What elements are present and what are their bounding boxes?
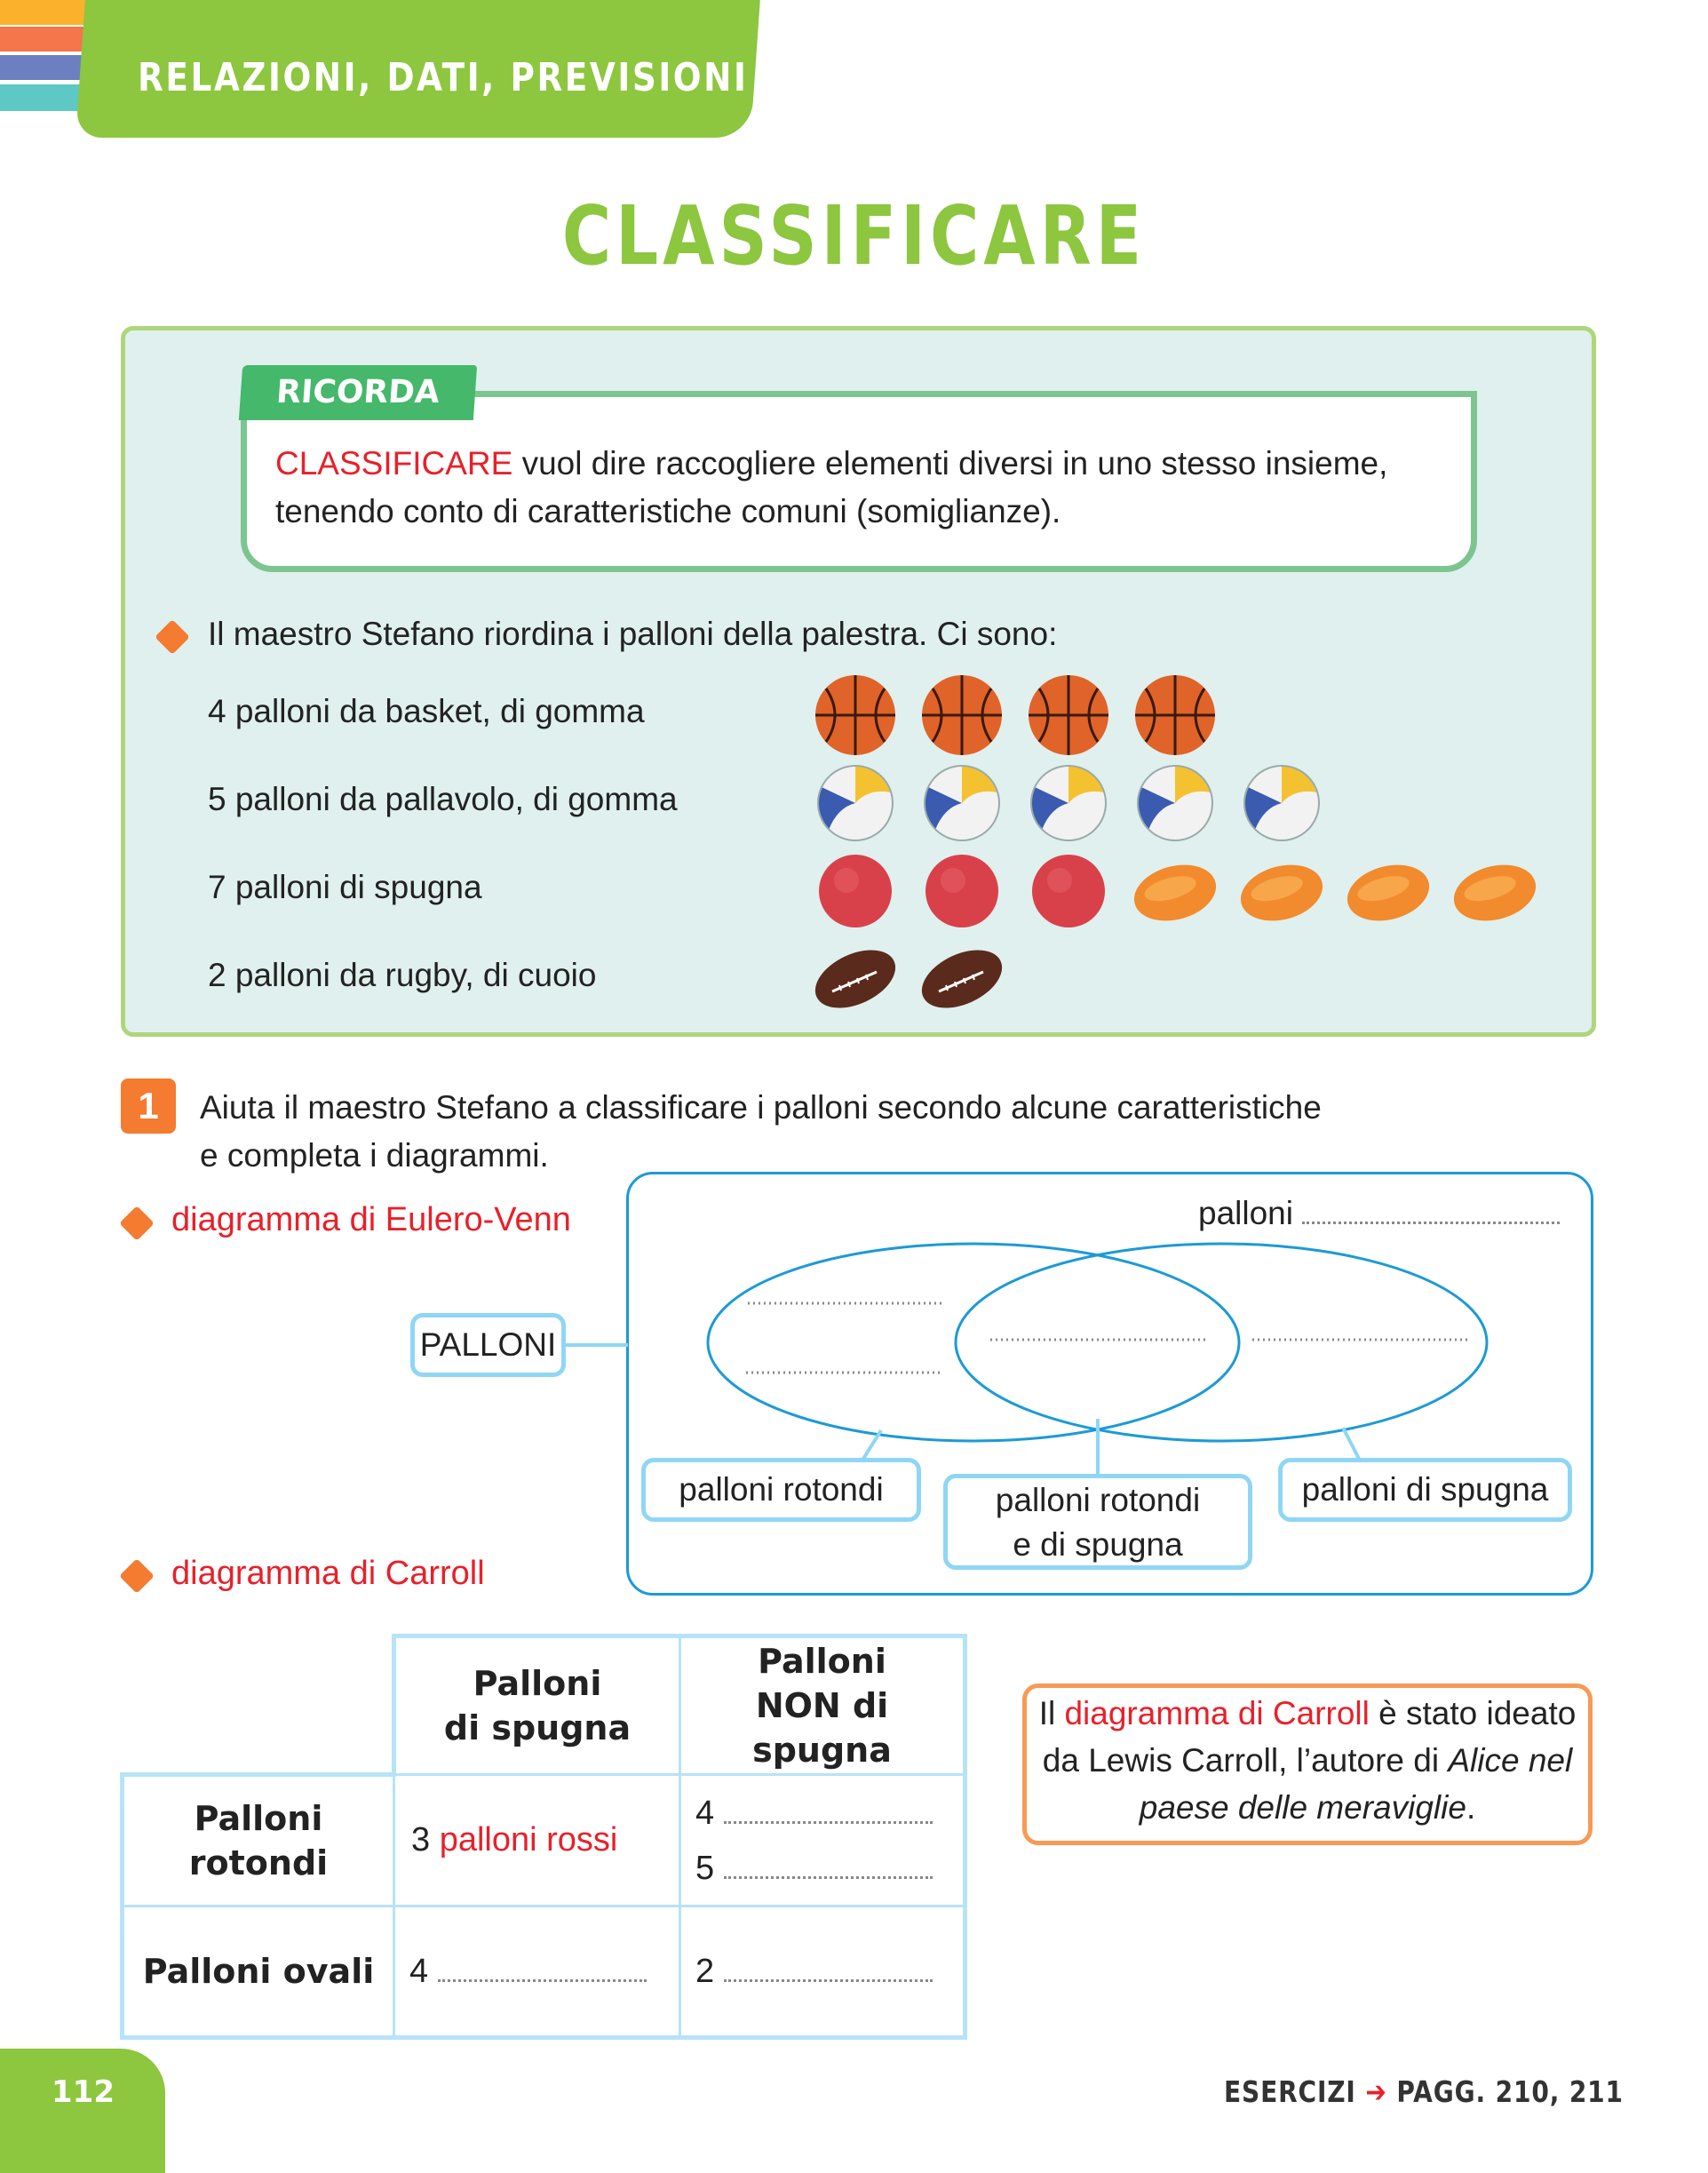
header-line: di spugna	[443, 1708, 632, 1747]
label-palloni-rotondi: palloni rotondi	[641, 1458, 921, 1522]
header-line: Palloni	[758, 1642, 886, 1681]
label-line: palloni rotondi	[995, 1482, 1201, 1518]
row-header: Palloni ovali	[123, 1906, 394, 2038]
empty-cell	[123, 1636, 394, 1775]
col-header	[394, 1636, 680, 1775]
answer-blank[interactable]	[724, 1876, 933, 1879]
label-palloni-spugna: palloni di spugna	[1278, 1458, 1572, 1522]
exercises-label: ESERCIZI	[1224, 2074, 1356, 2109]
cell-number: 5	[695, 1849, 715, 1887]
note-text: è stato ideato da Lewis Carroll, l’autore di	[1042, 1695, 1577, 1779]
exercise-number: 1	[121, 1079, 176, 1134]
ricorda-tab: RICORDA	[239, 365, 477, 420]
carroll-table	[120, 1634, 967, 2040]
table-cell	[680, 1906, 965, 2038]
universe-tag: PALLONI	[410, 1313, 566, 1377]
page-title: CLASSIFICARE	[561, 188, 1147, 283]
answer-blank[interactable]	[724, 1821, 933, 1824]
carroll-heading: diagramma di Carroll	[171, 1555, 485, 1592]
col-header	[680, 1636, 965, 1775]
cell-text: palloni rossi	[439, 1821, 618, 1859]
instruction-line: e completa i diagrammi.	[200, 1137, 549, 1174]
row-header: Palloni rotondi	[123, 1775, 394, 1906]
keyword: CLASSIFICARE	[275, 445, 513, 482]
label-line: e di spugna	[1013, 1526, 1183, 1563]
label-rotondi-e-spugna	[943, 1474, 1252, 1570]
table-cell	[394, 1906, 680, 2038]
exercises-reference	[1224, 2074, 1624, 2109]
note-highlight: diagramma di Carroll	[1064, 1695, 1370, 1731]
cell-number: 2	[695, 1952, 715, 1990]
page-number: 112	[52, 2074, 115, 2110]
note-text: .	[1466, 1789, 1476, 1826]
table-cell	[394, 1775, 680, 1906]
cell-number: 4	[695, 1794, 715, 1832]
note-text: Il	[1038, 1695, 1065, 1731]
page-number-tab	[0, 2049, 165, 2173]
cell-number: 4	[409, 1952, 429, 1990]
header-line: NON di spugna	[752, 1686, 892, 1770]
ball-row-label: 7 palloni di spugna	[208, 869, 482, 905]
ball-row-label: 4 palloni da basket, di gomma	[208, 693, 645, 729]
set-rotondi	[708, 1244, 1239, 1441]
info-note	[1022, 1683, 1593, 1845]
arrow-right-icon: ➔	[1365, 2074, 1387, 2109]
pages-label: PAGG. 210, 211	[1396, 2074, 1624, 2109]
section-title: RELAZIONI, DATI, PREVISIONI	[138, 55, 749, 100]
ball-row-label: 5 palloni da pallavolo, di gomma	[208, 781, 678, 817]
universe-label-text: palloni	[1198, 1195, 1293, 1231]
connector	[1343, 1428, 1359, 1459]
definition-text: vuol dire raccogliere elementi diversi in uno stesso insieme, tenendo conto di caratteristiche comuni (somiglianze).	[275, 445, 1388, 529]
venn-heading: diagramma di Eulero-Venn	[171, 1201, 571, 1238]
answer-blank[interactable]	[724, 1979, 933, 1982]
table-cell	[680, 1775, 965, 1906]
answer-blank[interactable]	[438, 1979, 647, 1982]
header-line: Palloni	[473, 1664, 602, 1703]
book-title: Alice nel paese delle meraviglie	[1139, 1742, 1573, 1826]
ball-row-label: 2 palloni da rugby, di cuoio	[208, 957, 597, 993]
intro-text: Il maestro Stefano riordina i palloni della palestra. Ci sono:	[208, 616, 1058, 652]
set-spugna	[956, 1244, 1487, 1441]
cell-number: 3	[411, 1821, 431, 1859]
instruction-line: Aiuta il maestro Stefano a classificare i palloni secondo alcune caratteristiche	[200, 1089, 1322, 1126]
